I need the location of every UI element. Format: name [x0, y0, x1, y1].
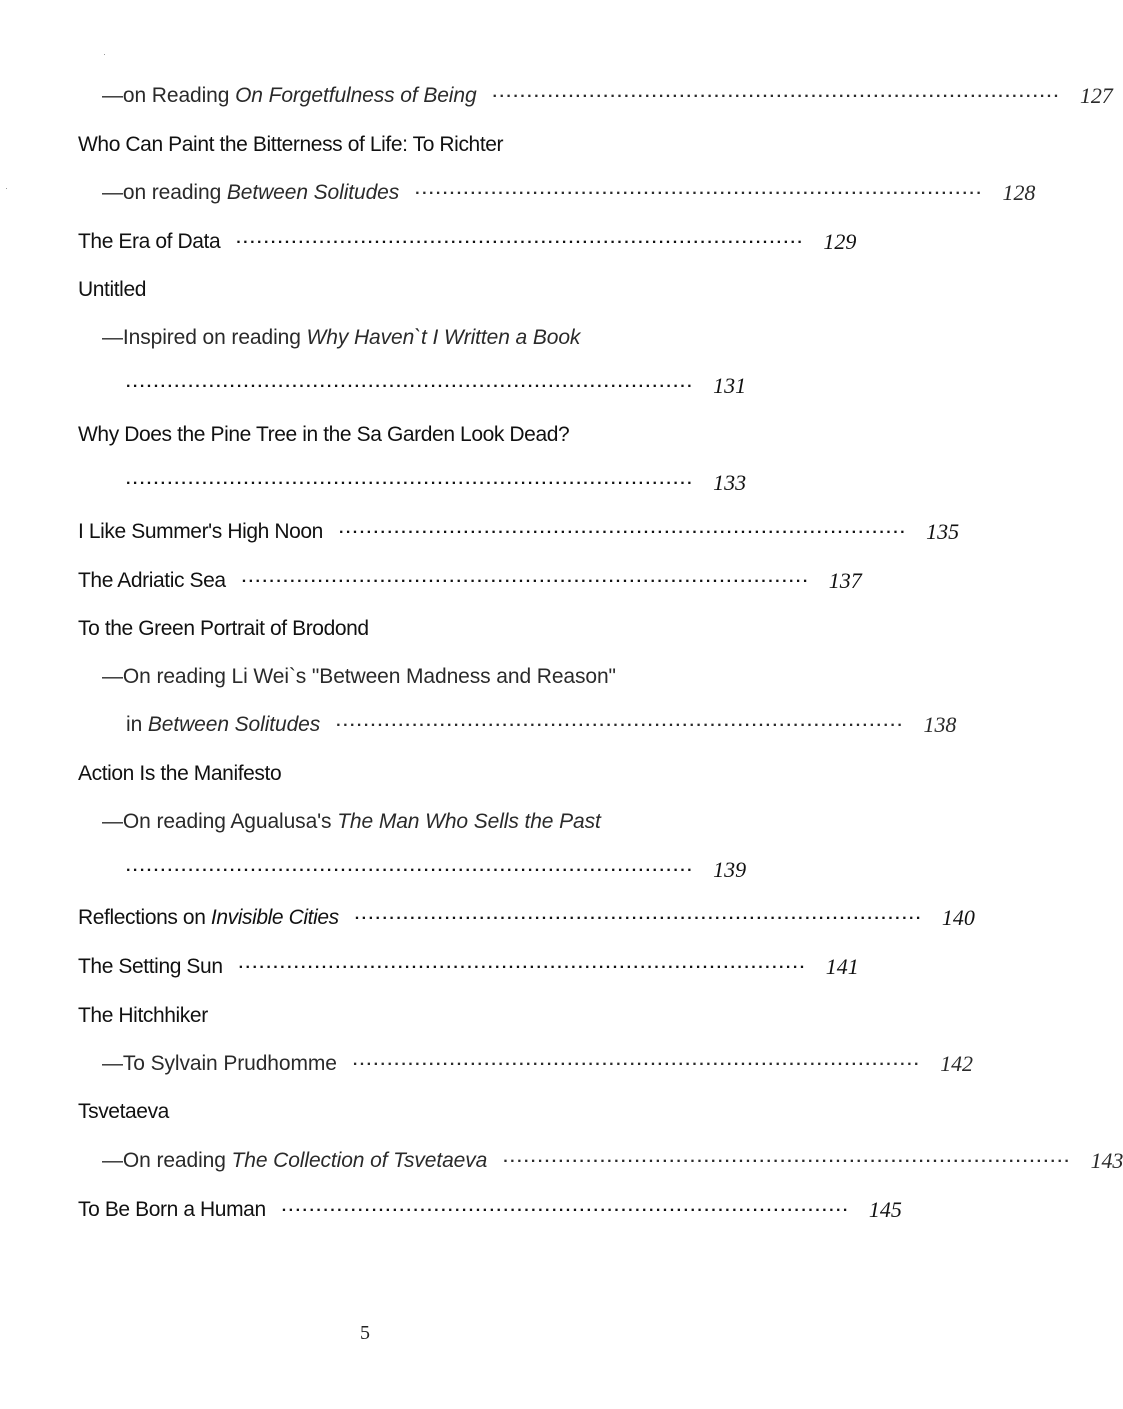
- toc-entry[interactable]: [78, 1092, 680, 1126]
- dot-leader: ··················································································: [503, 1153, 1072, 1170]
- entry-title: The Setting Sun: [78, 955, 223, 978]
- page-number: 138: [923, 712, 957, 737]
- dot-leader: ··················································································: [352, 1056, 921, 1073]
- entry-subtitle: —On reading Li Wei`s "Between Madness and Reason": [102, 665, 616, 688]
- entry-subtitle: in Between Solitudes: [126, 713, 321, 736]
- entry-subtitle: —on reading Between Solitudes: [102, 181, 400, 204]
- entry-title: Tsvetaeva: [78, 1100, 169, 1123]
- page-number: 131: [713, 373, 747, 398]
- toc-entry[interactable]: [78, 754, 680, 788]
- entry-title: Untitled: [78, 278, 147, 301]
- dot-leader: ··················································································: [354, 910, 923, 927]
- toc-entry[interactable]: [78, 609, 680, 643]
- page-number: 127: [1079, 83, 1113, 108]
- toc-entry-continuation[interactable]: [126, 366, 747, 400]
- toc-entry[interactable]: [78, 125, 680, 159]
- entry-title: To Be Born a Human: [78, 1198, 266, 1221]
- toc-entry[interactable]: [102, 802, 680, 836]
- toc-entry[interactable]: [102, 1044, 973, 1078]
- toc-entry-continuation[interactable]: [126, 463, 747, 497]
- dot-leader: ··················································································: [415, 185, 984, 202]
- dot-leader: ··················································································: [126, 475, 695, 492]
- page-folio-number: 5: [360, 1322, 370, 1344]
- toc-entry[interactable]: [78, 898, 975, 932]
- entry-title: Reflections on Invisible Cities: [78, 906, 339, 929]
- toc-entry[interactable]: [78, 947, 859, 981]
- entry-title: I Like Summer's High Noon: [78, 520, 323, 543]
- entry-subtitle: —Inspired on reading Why Haven`t I Written a Book: [102, 326, 581, 349]
- toc-entry[interactable]: [102, 173, 1036, 207]
- dot-leader: ··················································································: [241, 573, 810, 590]
- page-number: 137: [828, 568, 862, 593]
- page-number: 140: [941, 905, 975, 930]
- toc-entry-continuation[interactable]: [126, 850, 747, 884]
- page-number: 142: [940, 1051, 973, 1076]
- toc-entry[interactable]: [102, 318, 680, 352]
- toc-entry[interactable]: [102, 657, 680, 691]
- dot-leader: ··················································································: [236, 234, 805, 251]
- toc-entry[interactable]: [102, 1141, 1123, 1175]
- toc-entry[interactable]: [78, 561, 862, 595]
- page-number: 133: [713, 470, 747, 495]
- entry-title: To the Green Portrait of Brodond: [78, 617, 369, 640]
- dot-leader: ··················································································: [126, 862, 695, 879]
- dot-leader: ··················································································: [338, 524, 908, 541]
- entry-title: Who Can Paint the Bitterness of Life: To Richter: [78, 133, 504, 156]
- entry-title: The Hitchhiker: [78, 1004, 208, 1027]
- entry-subtitle: —on Reading On Forgetfulness of Being: [102, 84, 477, 107]
- page-number: 143: [1090, 1148, 1123, 1173]
- entry-title: The Adriatic Sea: [78, 569, 226, 592]
- entry-title: The Era of Data: [78, 230, 221, 253]
- toc-entry[interactable]: [102, 76, 1113, 110]
- dot-leader: ··················································································: [126, 378, 695, 395]
- dot-leader: ··················································································: [281, 1202, 850, 1219]
- toc-entry-continuation[interactable]: [126, 705, 957, 739]
- entry-title: Action Is the Manifesto: [78, 762, 282, 785]
- toc-entry[interactable]: [78, 1190, 902, 1224]
- dot-leader: ··················································································: [238, 959, 807, 976]
- page-number: 145: [868, 1197, 902, 1222]
- toc-entry[interactable]: [78, 512, 960, 546]
- entry-subtitle: —On reading The Collection of Tsvetaeva: [102, 1149, 488, 1172]
- entry-title: Why Does the Pine Tree in the Sa Garden Look Dead?: [78, 423, 570, 446]
- toc-entry[interactable]: [78, 996, 680, 1030]
- page-number: 141: [825, 954, 859, 979]
- page-number: 135: [926, 519, 960, 544]
- entry-subtitle: —On reading Agualusa's The Man Who Sells the Past: [102, 810, 601, 833]
- dot-leader: ··················································································: [336, 717, 905, 734]
- page-number: 129: [823, 229, 857, 254]
- toc-entry[interactable]: [78, 415, 680, 449]
- page-number: 139: [713, 857, 747, 882]
- toc-entry[interactable]: [78, 270, 680, 304]
- entry-subtitle: —To Sylvain Prudhomme: [102, 1052, 337, 1075]
- dot-leader: ··················································································: [492, 88, 1061, 105]
- toc-entry[interactable]: [78, 222, 857, 256]
- page-number: 128: [1002, 180, 1036, 205]
